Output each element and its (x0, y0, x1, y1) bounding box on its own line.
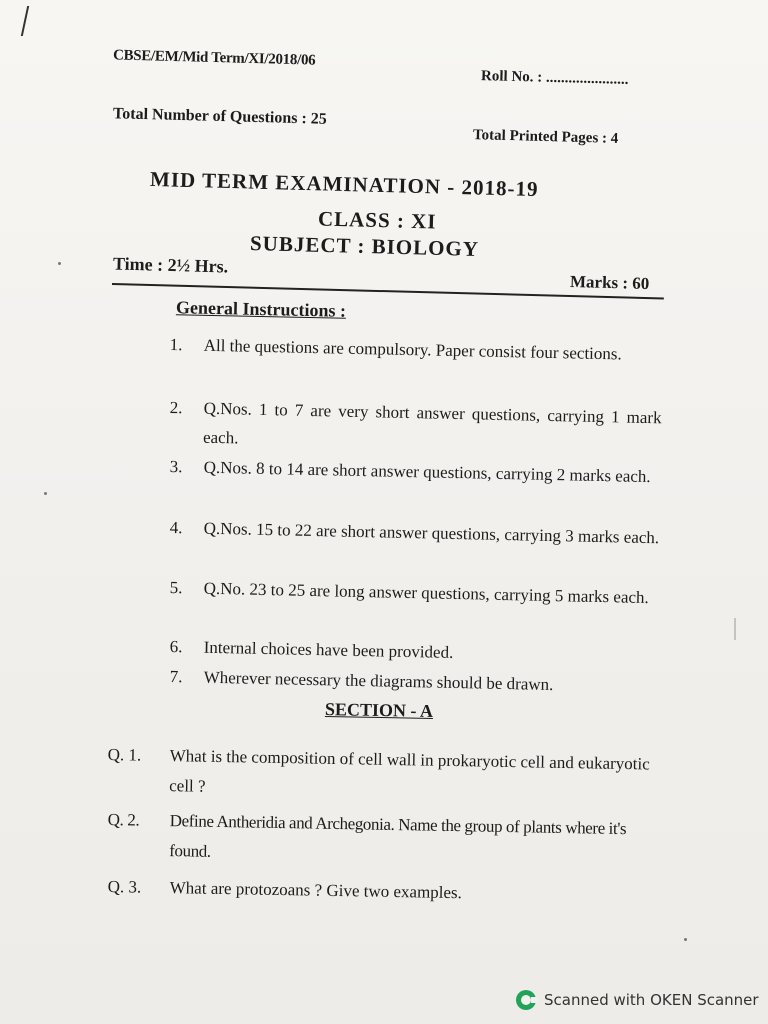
section-a-heading: SECTION - A (324, 699, 434, 721)
exam-class: CLASS : XI (317, 206, 437, 234)
instruction-item (169, 393, 662, 461)
instruction-number: 7. (169, 666, 183, 687)
question-text: What is the composition of cell wall in prokaryotic cell and eukaryotic cell ? (169, 746, 650, 796)
instruction-text: All the questions are compulsory. Paper consist four sections. (203, 335, 622, 364)
instruction-item (169, 330, 661, 369)
question-text: Define Antheridia and Archegonia. Name the group of plants where it's found. (169, 811, 627, 861)
instruction-item (169, 513, 661, 552)
scanner-watermark-text: Scanned with OKEN Scanner (544, 991, 759, 1009)
scan-speck (44, 492, 47, 495)
instruction-text: Q.Nos. 15 to 22 are short answer questions, carrying 3 marks each. (203, 518, 660, 548)
instruction-item (169, 573, 661, 612)
question-text: What are protozoans ? Give two examples. (169, 878, 463, 903)
question-item (107, 805, 668, 875)
total-questions: Total Number of Questions : 25 (112, 105, 327, 128)
question-number: Q. 3. (107, 876, 142, 897)
total-pages: Total Printed Pages : 4 (472, 127, 619, 147)
scan-speck (58, 262, 61, 265)
instruction-number: 1. (169, 334, 183, 355)
instruction-number: 3. (169, 456, 183, 477)
question-item (107, 872, 667, 912)
exam-marks: Marks : 60 (569, 271, 650, 294)
roll-number-field: Roll No. : ...................... (480, 68, 629, 88)
question-number: Q. 1. (107, 744, 142, 765)
instruction-text: Q.Nos. 8 to 14 are short answer questions, carrying 2 marks each. (203, 457, 651, 487)
question-item (107, 740, 668, 810)
instruction-text: Q.Nos. 1 to 7 are very short answer questions, carrying 1 mark each. (202, 398, 662, 448)
exam-subject: SUBJECT : BIOLOGY (249, 231, 480, 261)
scan-mark (734, 618, 736, 640)
instruction-number: 6. (169, 636, 183, 657)
scan-speck (684, 938, 687, 941)
instruction-text: Q.No. 23 to 25 are long answer questions, carrying 5 marks each. (203, 578, 649, 608)
instructions-heading: General Instructions : (175, 297, 347, 321)
instruction-number: 2. (169, 397, 183, 418)
instruction-text: Internal choices have been provided. (203, 637, 454, 662)
oken-scanner-logo-icon (516, 990, 536, 1010)
scanner-watermark (516, 990, 759, 1010)
question-number: Q. 2. (107, 809, 140, 830)
instruction-number: 5. (169, 577, 183, 598)
instruction-text: Wherever necessary the diagrams should be drawn. (203, 667, 554, 695)
exam-title: MID TERM EXAMINATION - 2018-19 (149, 166, 539, 202)
paper-code: CBSE/EM/Mid Term/XI/2018/06 (112, 47, 316, 69)
corner-pen-mark (21, 6, 69, 36)
instruction-number: 4. (169, 517, 183, 538)
exam-time: Time : 2½ Hrs. (112, 253, 229, 277)
